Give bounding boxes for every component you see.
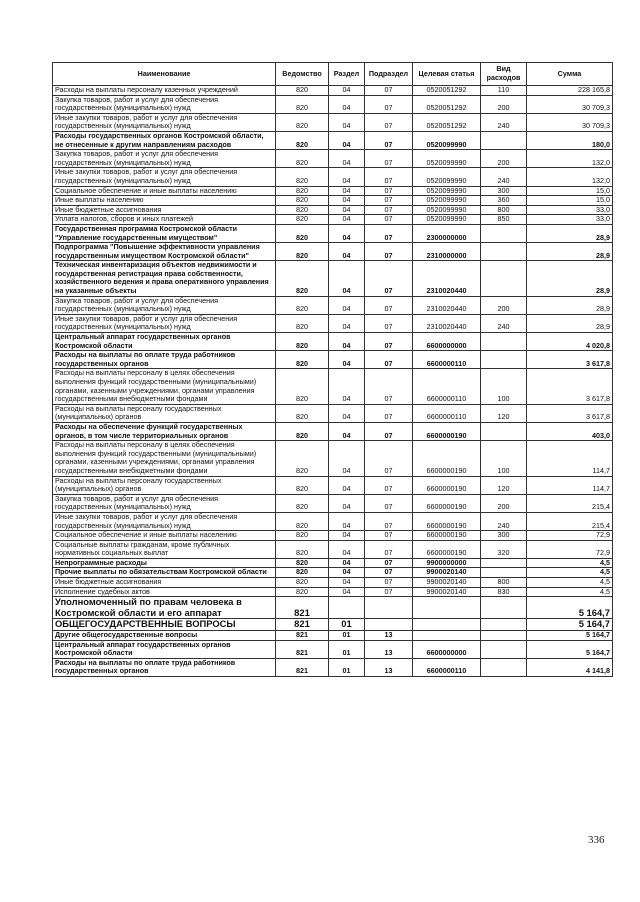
cell-sum: 5 164,7: [527, 640, 613, 658]
cell-sum: 4,5: [527, 578, 613, 588]
cell-target: [413, 631, 481, 641]
cell-name: Расходы на выплаты персоналу государственных (муниципальных) органов: [53, 476, 276, 494]
cell-exp-type: [481, 243, 527, 261]
cell-exp-type: 100: [481, 369, 527, 404]
cell-subsection: [365, 597, 413, 619]
cell-subsection: 07: [365, 113, 413, 131]
cell-dept: 820: [276, 351, 329, 369]
cell-target: 9900020140: [413, 578, 481, 588]
cell-subsection: 07: [365, 441, 413, 476]
cell-section: 04: [329, 351, 365, 369]
cell-target: 0520099990: [413, 215, 481, 225]
cell-sum: 403,0: [527, 422, 613, 440]
table-row: [53, 296, 613, 314]
cell-section: 04: [329, 369, 365, 404]
cell-subsection: 07: [365, 168, 413, 186]
header-section: Раздел: [329, 63, 365, 86]
cell-section: 01: [329, 658, 365, 676]
table-row: [53, 494, 613, 512]
table-row: [53, 597, 613, 619]
cell-dept: 821: [276, 658, 329, 676]
cell-dept: 820: [276, 261, 329, 296]
cell-section: 04: [329, 512, 365, 530]
cell-target: 0520099990: [413, 186, 481, 196]
cell-target: 2310000000: [413, 243, 481, 261]
cell-dept: 820: [276, 404, 329, 422]
cell-subsection: 07: [365, 540, 413, 558]
cell-target: 0520099990: [413, 196, 481, 206]
cell-dept: 820: [276, 95, 329, 113]
cell-target: 6600000190: [413, 540, 481, 558]
cell-dept: 820: [276, 224, 329, 242]
cell-subsection: 07: [365, 150, 413, 168]
cell-target: 0520099990: [413, 205, 481, 215]
cell-exp-type: [481, 631, 527, 641]
cell-section: 04: [329, 224, 365, 242]
cell-name: Иные закупки товаров, работ и услуг для обеспечения государственных (муниципальных) нужд: [53, 113, 276, 131]
cell-target: 9900000000: [413, 558, 481, 568]
budget-table: [52, 62, 613, 677]
cell-dept: 820: [276, 441, 329, 476]
cell-exp-type: 240: [481, 512, 527, 530]
cell-subsection: 07: [365, 531, 413, 541]
cell-exp-type: [481, 351, 527, 369]
cell-exp-type: 240: [481, 314, 527, 332]
cell-subsection: 07: [365, 587, 413, 597]
cell-target: 6600000190: [413, 512, 481, 530]
table-row: [53, 95, 613, 113]
table-row: [53, 205, 613, 215]
cell-sum: 132,0: [527, 168, 613, 186]
cell-exp-type: [481, 261, 527, 296]
cell-section: 04: [329, 531, 365, 541]
cell-exp-type: [481, 131, 527, 149]
cell-name: Закупка товаров, работ и услуг для обеспечения государственных (муниципальных) нужд: [53, 494, 276, 512]
cell-target: 2310020440: [413, 314, 481, 332]
cell-name: Прочие выплаты по обязательствам Костромской области: [53, 568, 276, 578]
cell-target: 6600000110: [413, 658, 481, 676]
cell-name: Расходы на выплаты персоналу казенных учреждений: [53, 86, 276, 96]
cell-sum: 132,0: [527, 150, 613, 168]
cell-name: Иные закупки товаров, работ и услуг для обеспечения государственных (муниципальных) нужд: [53, 168, 276, 186]
cell-sum: 33,0: [527, 205, 613, 215]
cell-section: 04: [329, 568, 365, 578]
cell-section: 04: [329, 494, 365, 512]
table-row: [53, 441, 613, 476]
cell-subsection: [365, 619, 413, 631]
table-row: [53, 578, 613, 588]
cell-section: 04: [329, 578, 365, 588]
cell-exp-type: 850: [481, 215, 527, 225]
cell-target: 0520099990: [413, 150, 481, 168]
header-target: Целевая статья: [413, 63, 481, 86]
cell-name: Социальное обеспечение и иные выплаты населению: [53, 186, 276, 196]
cell-name: Расходы на выплаты по оплате труда работников государственных органов: [53, 351, 276, 369]
cell-subsection: 07: [365, 422, 413, 440]
cell-section: 04: [329, 215, 365, 225]
cell-target: 0520051292: [413, 86, 481, 96]
cell-dept: 820: [276, 333, 329, 351]
cell-subsection: 07: [365, 568, 413, 578]
table-header-row: [53, 63, 613, 86]
cell-section: 01: [329, 631, 365, 641]
cell-section: 04: [329, 476, 365, 494]
cell-target: 6600000110: [413, 369, 481, 404]
cell-dept: 821: [276, 640, 329, 658]
cell-sum: 114,7: [527, 476, 613, 494]
cell-exp-type: 100: [481, 441, 527, 476]
cell-section: 04: [329, 540, 365, 558]
table-row: [53, 640, 613, 658]
cell-exp-type: 200: [481, 296, 527, 314]
cell-subsection: 13: [365, 631, 413, 641]
cell-sum: 33,0: [527, 215, 613, 225]
cell-sum: 3 617,8: [527, 369, 613, 404]
cell-section: 04: [329, 150, 365, 168]
cell-exp-type: 120: [481, 476, 527, 494]
cell-name: Государственная программа Костромской области "Управление государственным имуществом": [53, 224, 276, 242]
cell-exp-type: 830: [481, 587, 527, 597]
cell-section: 04: [329, 558, 365, 568]
cell-name: Расходы на обеспечение функций государственных органов, в том числе территориальных органов: [53, 422, 276, 440]
cell-exp-type: [481, 568, 527, 578]
cell-sum: 5 164,7: [527, 631, 613, 641]
cell-sum: 215,4: [527, 494, 613, 512]
cell-target: [413, 597, 481, 619]
cell-dept: 820: [276, 369, 329, 404]
cell-section: 01: [329, 640, 365, 658]
table-row: [53, 658, 613, 676]
table-row: [53, 86, 613, 96]
header-exp-type: Вид расходов: [481, 63, 527, 86]
cell-sum: 15,0: [527, 186, 613, 196]
cell-exp-type: 200: [481, 95, 527, 113]
cell-exp-type: 800: [481, 578, 527, 588]
cell-exp-type: 110: [481, 86, 527, 96]
header-name: Наименование: [53, 63, 276, 86]
cell-dept: 820: [276, 476, 329, 494]
cell-dept: 820: [276, 296, 329, 314]
cell-dept: 820: [276, 196, 329, 206]
cell-target: 6600000000: [413, 333, 481, 351]
table-row: [53, 512, 613, 530]
cell-subsection: 07: [365, 86, 413, 96]
cell-subsection: 07: [365, 512, 413, 530]
cell-section: 04: [329, 168, 365, 186]
cell-target: 0520099990: [413, 168, 481, 186]
cell-sum: 5 164,7: [527, 619, 613, 631]
cell-section: 04: [329, 113, 365, 131]
cell-target: 2310020440: [413, 296, 481, 314]
cell-dept: 821: [276, 631, 329, 641]
cell-exp-type: 800: [481, 205, 527, 215]
cell-section: 04: [329, 196, 365, 206]
cell-dept: 820: [276, 512, 329, 530]
cell-section: 04: [329, 422, 365, 440]
cell-target: 6600000110: [413, 351, 481, 369]
cell-dept: 820: [276, 168, 329, 186]
cell-subsection: 07: [365, 578, 413, 588]
cell-dept: 820: [276, 131, 329, 149]
cell-sum: 72,9: [527, 531, 613, 541]
table-row: [53, 196, 613, 206]
cell-name: Иные выплаты населению: [53, 196, 276, 206]
cell-subsection: 07: [365, 186, 413, 196]
cell-subsection: 07: [365, 95, 413, 113]
cell-exp-type: 200: [481, 494, 527, 512]
cell-name: Непрограммные расходы: [53, 558, 276, 568]
cell-target: 6600000190: [413, 494, 481, 512]
cell-name: Центральный аппарат государственных органов Костромской области: [53, 640, 276, 658]
cell-section: 04: [329, 243, 365, 261]
cell-target: 6600000190: [413, 531, 481, 541]
cell-dept: 820: [276, 531, 329, 541]
cell-name: Уполномоченный по правам человека в Костромской области и его аппарат: [53, 597, 276, 619]
cell-section: 04: [329, 314, 365, 332]
cell-subsection: 07: [365, 333, 413, 351]
cell-sum: 28,9: [527, 314, 613, 332]
cell-dept: 820: [276, 568, 329, 578]
cell-sum: 28,9: [527, 296, 613, 314]
cell-name: Подпрограмма "Повышение эффективности управления государственным имуществом Костромской области": [53, 243, 276, 261]
cell-name: Иные бюджетные ассигнования: [53, 578, 276, 588]
cell-dept: 820: [276, 186, 329, 196]
header-dept: Ведомство: [276, 63, 329, 86]
cell-name: Закупка товаров, работ и услуг для обеспечения государственных (муниципальных) нужд: [53, 150, 276, 168]
cell-section: 04: [329, 186, 365, 196]
cell-subsection: 07: [365, 131, 413, 149]
cell-target: 2300000000: [413, 224, 481, 242]
table-row: [53, 168, 613, 186]
cell-subsection: 07: [365, 224, 413, 242]
cell-name: Расходы на выплаты персоналу в целях обеспечения выполнения функций государственными (муниципальными) органами, казенными учреждениями, органами управления государственными внебюджетными фондами: [53, 441, 276, 476]
cell-sum: 3 617,8: [527, 404, 613, 422]
cell-sum: 28,9: [527, 261, 613, 296]
cell-section: 04: [329, 131, 365, 149]
cell-exp-type: 240: [481, 168, 527, 186]
table-row: [53, 131, 613, 149]
cell-name: Закупка товаров, работ и услуг для обеспечения государственных (муниципальных) нужд: [53, 95, 276, 113]
cell-subsection: 07: [365, 314, 413, 332]
cell-exp-type: 320: [481, 540, 527, 558]
table-row: [53, 215, 613, 225]
cell-sum: 228 165,8: [527, 86, 613, 96]
cell-subsection: 07: [365, 476, 413, 494]
cell-target: [413, 619, 481, 631]
cell-subsection: 07: [365, 243, 413, 261]
cell-subsection: 07: [365, 369, 413, 404]
cell-target: 0520051292: [413, 95, 481, 113]
cell-sum: 5 164,7: [527, 597, 613, 619]
cell-section: 04: [329, 261, 365, 296]
cell-subsection: 07: [365, 404, 413, 422]
cell-target: 6600000110: [413, 404, 481, 422]
cell-dept: 820: [276, 587, 329, 597]
cell-sum: 28,9: [527, 243, 613, 261]
cell-dept: 821: [276, 619, 329, 631]
cell-subsection: 13: [365, 658, 413, 676]
table-row: [53, 587, 613, 597]
cell-exp-type: [481, 619, 527, 631]
table-row: [53, 369, 613, 404]
header-subsection: Подраздел: [365, 63, 413, 86]
cell-subsection: 07: [365, 558, 413, 568]
table-row: [53, 333, 613, 351]
table-body: [53, 86, 613, 677]
cell-name: Техническая инвентаризация объектов недвижимости и государственная регистрация права собственности, хозяйственного ведения и права оперативного управления на указанные объекты: [53, 261, 276, 296]
cell-dept: 820: [276, 314, 329, 332]
cell-target: 0520099990: [413, 131, 481, 149]
cell-exp-type: [481, 597, 527, 619]
table-row: [53, 531, 613, 541]
cell-target: 6600000000: [413, 640, 481, 658]
cell-dept: 820: [276, 243, 329, 261]
cell-sum: 4,5: [527, 587, 613, 597]
cell-exp-type: 300: [481, 186, 527, 196]
cell-subsection: 07: [365, 261, 413, 296]
cell-dept: 820: [276, 215, 329, 225]
cell-name: Исполнение судебных актов: [53, 587, 276, 597]
cell-target: 9900020140: [413, 587, 481, 597]
cell-dept: 821: [276, 597, 329, 619]
header-sum: Сумма: [527, 63, 613, 86]
cell-target: 2310020440: [413, 261, 481, 296]
cell-sum: 72,9: [527, 540, 613, 558]
cell-section: 04: [329, 95, 365, 113]
table-row: [53, 186, 613, 196]
cell-section: 04: [329, 86, 365, 96]
cell-sum: 215,4: [527, 512, 613, 530]
cell-dept: 820: [276, 205, 329, 215]
cell-dept: 820: [276, 422, 329, 440]
cell-name: Расходы государственных органов Костромской области, не отнесенные к другим направлениям расходов: [53, 131, 276, 149]
cell-subsection: 07: [365, 196, 413, 206]
cell-dept: 820: [276, 113, 329, 131]
cell-name: Расходы на выплаты по оплате труда работников государственных органов: [53, 658, 276, 676]
table-row: [53, 351, 613, 369]
cell-dept: 820: [276, 494, 329, 512]
table-row: [53, 558, 613, 568]
cell-subsection: 07: [365, 205, 413, 215]
table-row: [53, 619, 613, 631]
cell-section: 04: [329, 587, 365, 597]
cell-target: 6600000190: [413, 476, 481, 494]
cell-section: 04: [329, 441, 365, 476]
cell-name: Центральный аппарат государственных органов Костромской области: [53, 333, 276, 351]
cell-section: 04: [329, 205, 365, 215]
cell-dept: 820: [276, 86, 329, 96]
cell-subsection: 07: [365, 494, 413, 512]
cell-exp-type: [481, 224, 527, 242]
cell-subsection: 13: [365, 640, 413, 658]
table-row: [53, 243, 613, 261]
table-row: [53, 113, 613, 131]
cell-name: ОБЩЕГОСУДАРСТВЕННЫЕ ВОПРОСЫ: [53, 619, 276, 631]
cell-name: Уплата налогов, сборов и иных платежей: [53, 215, 276, 225]
cell-sum: 114,7: [527, 441, 613, 476]
cell-name: Иные закупки товаров, работ и услуг для обеспечения государственных (муниципальных) нужд: [53, 314, 276, 332]
table-row: [53, 631, 613, 641]
cell-exp-type: [481, 640, 527, 658]
table-row: [53, 568, 613, 578]
cell-name: Другие общегосударственные вопросы: [53, 631, 276, 641]
table-row: [53, 404, 613, 422]
budget-table-page: [52, 62, 612, 677]
cell-dept: 820: [276, 578, 329, 588]
cell-exp-type: [481, 333, 527, 351]
cell-target: 9900020140: [413, 568, 481, 578]
cell-exp-type: [481, 558, 527, 568]
cell-sum: 28,9: [527, 224, 613, 242]
cell-sum: 3 617,8: [527, 351, 613, 369]
cell-dept: 820: [276, 558, 329, 568]
cell-section: 01: [329, 619, 365, 631]
cell-name: Социальные выплаты гражданам, кроме публичных нормативных социальных выплат: [53, 540, 276, 558]
cell-sum: 30 709,3: [527, 113, 613, 131]
cell-sum: 15,0: [527, 196, 613, 206]
page-number: 336: [588, 834, 605, 846]
cell-name: Расходы на выплаты персоналу в целях обеспечения выполнения функций государственными (муниципальными) органами, казенными учреждениями, органами управления государственными внебюджетными фондами: [53, 369, 276, 404]
table-row: [53, 540, 613, 558]
cell-sum: 180,0: [527, 131, 613, 149]
cell-name: Закупка товаров, работ и услуг для обеспечения государственных (муниципальных) нужд: [53, 296, 276, 314]
table-row: [53, 150, 613, 168]
cell-exp-type: 120: [481, 404, 527, 422]
cell-dept: 820: [276, 150, 329, 168]
cell-subsection: 07: [365, 215, 413, 225]
cell-sum: 4 141,8: [527, 658, 613, 676]
cell-section: 04: [329, 296, 365, 314]
cell-dept: 820: [276, 540, 329, 558]
cell-subsection: 07: [365, 296, 413, 314]
cell-target: 0520051292: [413, 113, 481, 131]
cell-sum: 4,5: [527, 558, 613, 568]
cell-sum: 4,5: [527, 568, 613, 578]
cell-section: 04: [329, 404, 365, 422]
cell-name: Иные закупки товаров, работ и услуг для обеспечения государственных (муниципальных) нужд: [53, 512, 276, 530]
cell-exp-type: 360: [481, 196, 527, 206]
cell-section: 04: [329, 333, 365, 351]
cell-sum: 30 709,3: [527, 95, 613, 113]
cell-exp-type: 300: [481, 531, 527, 541]
table-row: [53, 314, 613, 332]
table-row: [53, 476, 613, 494]
table-row: [53, 261, 613, 296]
cell-exp-type: [481, 422, 527, 440]
cell-sum: 4 020,8: [527, 333, 613, 351]
cell-target: 6600000190: [413, 441, 481, 476]
cell-exp-type: 240: [481, 113, 527, 131]
cell-name: Социальное обеспечение и иные выплаты населению: [53, 531, 276, 541]
cell-section: [329, 597, 365, 619]
cell-name: Расходы на выплаты персоналу государственных (муниципальных) органов: [53, 404, 276, 422]
cell-name: Иные бюджетные ассигнования: [53, 205, 276, 215]
cell-target: 6600000190: [413, 422, 481, 440]
table-row: [53, 224, 613, 242]
table-row: [53, 422, 613, 440]
cell-exp-type: 200: [481, 150, 527, 168]
cell-subsection: 07: [365, 351, 413, 369]
cell-exp-type: [481, 658, 527, 676]
